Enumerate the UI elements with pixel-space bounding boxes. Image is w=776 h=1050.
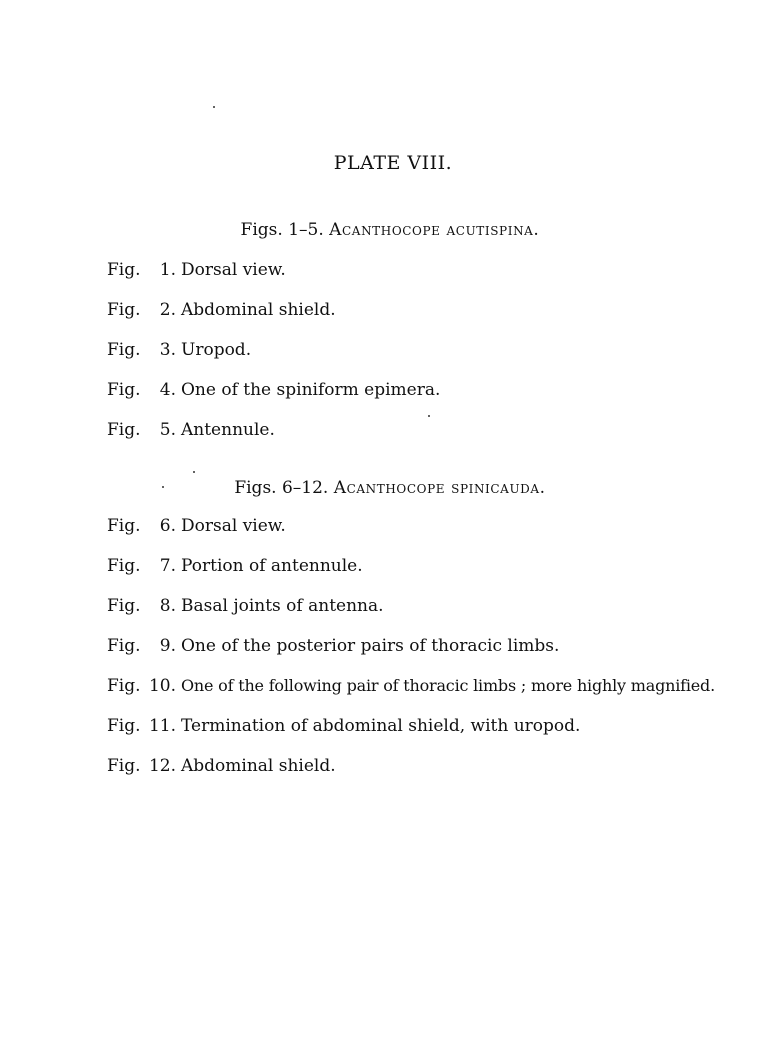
figure-entry: [107, 556, 747, 596]
figure-entry: [107, 676, 747, 716]
fig-number: 7.: [159, 556, 176, 576]
fig-number: 8.: [159, 596, 176, 616]
figure-list: [107, 516, 747, 796]
print-speck: [213, 106, 215, 108]
fig-description: One of the following pair of thoracic limbs ; more highly magnified.: [181, 676, 715, 695]
section-figure-range: Figs. 1–5.: [240, 220, 324, 240]
section-figure-range: Figs. 6–12.: [234, 478, 329, 498]
fig-label: Fig.: [107, 516, 141, 536]
figure-entry: [107, 596, 747, 636]
fig-label: Fig.: [107, 380, 141, 400]
fig-label: Fig.: [107, 716, 141, 736]
print-speck: [193, 471, 195, 473]
figure-entry: [107, 340, 747, 380]
figure-list: [107, 260, 747, 460]
fig-description: Dorsal view.: [181, 260, 286, 280]
figure-entry: [107, 380, 747, 420]
fig-label: Fig.: [107, 676, 141, 696]
fig-label: Fig.: [107, 340, 141, 360]
fig-description: One of the posterior pairs of thoracic limbs.: [181, 636, 560, 656]
fig-description: Termination of abdominal shield, with uropod.: [181, 716, 581, 736]
figure-entry: [107, 516, 747, 556]
fig-number: 2.: [159, 300, 176, 320]
fig-number: 1.: [159, 260, 176, 280]
fig-label: Fig.: [107, 556, 141, 576]
section-heading: [0, 220, 776, 240]
fig-number: 6.: [159, 516, 176, 536]
fig-description: Abdominal shield.: [181, 300, 336, 320]
fig-label: Fig.: [107, 420, 141, 440]
fig-label: Fig.: [107, 260, 141, 280]
fig-label: Fig.: [107, 636, 141, 656]
fig-number: 5.: [159, 420, 176, 440]
fig-description: One of the spiniform epimera.: [181, 380, 441, 400]
fig-description: Antennule.: [181, 420, 275, 440]
figure-entry: [107, 716, 747, 756]
fig-number: 3.: [159, 340, 176, 360]
fig-description: Portion of antennule.: [181, 556, 363, 576]
fig-number: 12.: [148, 756, 176, 776]
fig-number: 4.: [159, 380, 176, 400]
fig-label: Fig.: [107, 596, 141, 616]
figure-entry: [107, 300, 747, 340]
fig-description: Abdominal shield.: [181, 756, 336, 776]
figure-entry: [107, 420, 747, 460]
species-name: Acanthocope spinicauda.: [333, 478, 546, 498]
section-heading: [0, 478, 776, 498]
species-name: Acanthocope acutispina.: [329, 220, 540, 240]
fig-label: Fig.: [107, 756, 141, 776]
fig-number: 10.: [148, 676, 176, 696]
fig-description: Basal joints of antenna.: [181, 596, 384, 616]
figure-entry: [107, 636, 747, 676]
figure-entry: [107, 260, 747, 300]
fig-label: Fig.: [107, 300, 141, 320]
fig-description: Uropod.: [181, 340, 252, 360]
plate-title: PLATE VIII.: [333, 152, 453, 174]
fig-description: Dorsal view.: [181, 516, 286, 536]
fig-number: 11.: [148, 716, 176, 736]
figure-entry: [107, 756, 747, 796]
fig-number: 9.: [159, 636, 176, 656]
